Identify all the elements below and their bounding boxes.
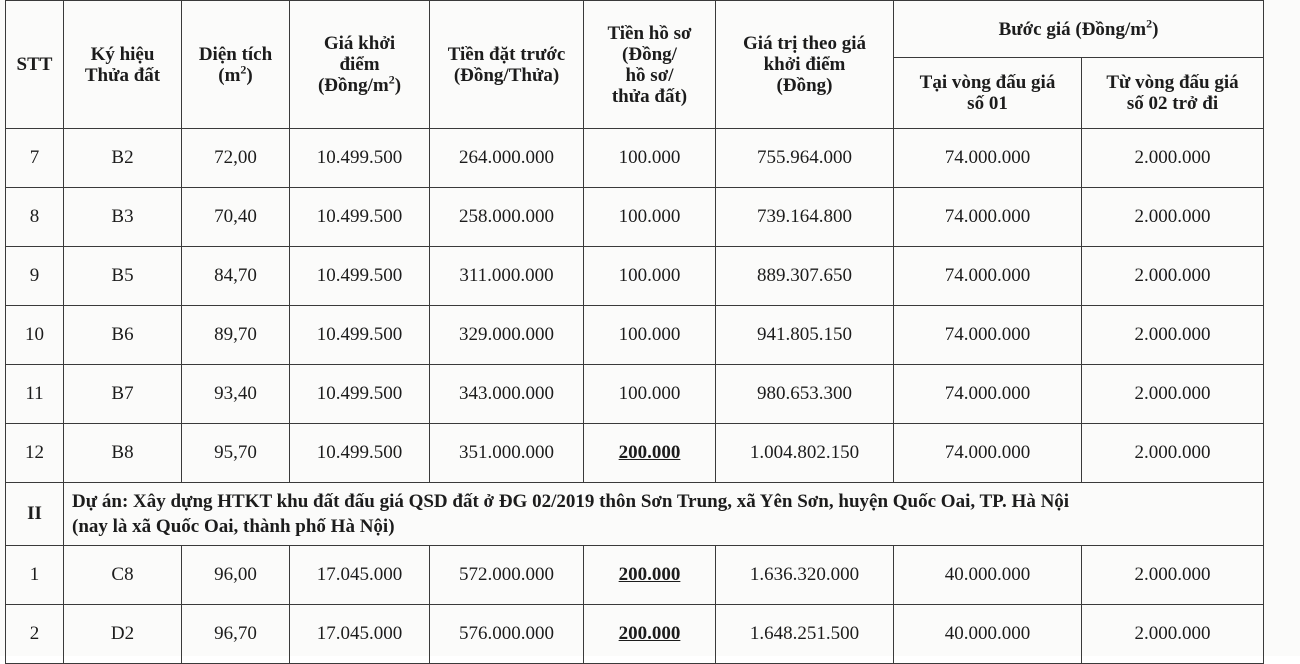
cell-stt: 9: [6, 247, 64, 306]
cell-gia-khoi-diem: 10.499.500: [290, 188, 430, 247]
cell-gia-khoi-diem: 10.499.500: [290, 306, 430, 365]
cell-tien-ho-so: [584, 546, 716, 605]
header-tien-ho-so: Tiền hồ sơ (Đồng/ hồ sơ/ thửa đất): [584, 1, 716, 129]
cell-vong-01: 74.000.000: [894, 129, 1082, 188]
section-row: [6, 483, 1264, 546]
cell-vong-01: 40.000.000: [894, 605, 1082, 664]
cell-vong-02: 2.000.000: [1082, 365, 1264, 424]
header-dien-tich: Diện tích $(m^2)$: [182, 1, 290, 129]
cell-ky-hieu: B2: [64, 129, 182, 188]
cell-dien-tich: 89,70: [182, 306, 290, 365]
cell-tien-ho-so: 100.000: [584, 247, 716, 306]
cell-tien-ho-so: 100.000: [584, 129, 716, 188]
cell-vong-02: 2.000.000: [1082, 424, 1264, 483]
section-title: Dự án: Xây dựng HTKT khu đất đấu giá QSD đất ở ĐG 02/2019 thôn Sơn Trung, xã Yên Sơn, huyện Quốc Oai, TP. Hà Nội (nay là xã Quốc Oai, thành phố Hà Nội): [64, 483, 1264, 546]
cell-dien-tich: 84,70: [182, 247, 290, 306]
cell-gia-tri: 1.004.802.150: [716, 424, 894, 483]
section-stt: II: [6, 483, 64, 546]
cell-ky-hieu: B3: [64, 188, 182, 247]
table-row: [6, 247, 1264, 306]
header-gia-khoi-diem: Giá khởi điểm $(Đồng/m^2)$: [290, 1, 430, 129]
cell-tien-ho-so: 100.000: [584, 365, 716, 424]
cell-vong-02: 2.000.000: [1082, 605, 1264, 664]
cell-vong-02: 2.000.000: [1082, 129, 1264, 188]
header-stt: STT: [6, 1, 64, 129]
cell-stt: 12: [6, 424, 64, 483]
table-row: [6, 365, 1264, 424]
cell-stt: 7: [6, 129, 64, 188]
cell-dien-tich: 95,70: [182, 424, 290, 483]
cell-dien-tich: 70,40: [182, 188, 290, 247]
cell-gia-tri: 1.636.320.000: [716, 546, 894, 605]
cell-vong-01: 40.000.000: [894, 546, 1082, 605]
header-ky-hieu: Ký hiệu Thửa đất: [64, 1, 182, 129]
highlighted-fee: 200.000: [618, 564, 681, 585]
cell-tien-dat-truoc: 351.000.000: [430, 424, 584, 483]
table-row: [6, 605, 1264, 664]
cell-stt: 10: [6, 306, 64, 365]
cell-tien-ho-so: 100.000: [584, 188, 716, 247]
header-row-1: [6, 1, 1264, 58]
cell-dien-tich: 96,70: [182, 605, 290, 664]
cell-dien-tich: 93,40: [182, 365, 290, 424]
auction-table: [5, 0, 1264, 664]
cell-tien-dat-truoc: 576.000.000: [430, 605, 584, 664]
cell-tien-dat-truoc: 343.000.000: [430, 365, 584, 424]
cell-vong-01: 74.000.000: [894, 424, 1082, 483]
cell-tien-ho-so: 100.000: [584, 306, 716, 365]
cell-ky-hieu: C8: [64, 546, 182, 605]
cell-dien-tich: 72,00: [182, 129, 290, 188]
cell-gia-khoi-diem: 10.499.500: [290, 365, 430, 424]
table-row: [6, 129, 1264, 188]
cell-gia-tri: 941.805.150: [716, 306, 894, 365]
cell-tien-dat-truoc: 264.000.000: [430, 129, 584, 188]
cell-vong-01: 74.000.000: [894, 365, 1082, 424]
cell-vong-01: 74.000.000: [894, 306, 1082, 365]
cell-tien-dat-truoc: 258.000.000: [430, 188, 584, 247]
cell-gia-tri: 755.964.000: [716, 129, 894, 188]
cell-vong-02: 2.000.000: [1082, 188, 1264, 247]
cell-stt: 11: [6, 365, 64, 424]
cell-gia-khoi-diem: 17.045.000: [290, 546, 430, 605]
cell-gia-tri: 980.653.300: [716, 365, 894, 424]
cell-ky-hieu: B6: [64, 306, 182, 365]
cell-ky-hieu: D2: [64, 605, 182, 664]
cell-ky-hieu: B8: [64, 424, 182, 483]
highlighted-fee: 200.000: [618, 623, 681, 644]
cell-vong-02: 2.000.000: [1082, 306, 1264, 365]
cell-vong-01: 74.000.000: [894, 247, 1082, 306]
cell-vong-01: 74.000.000: [894, 188, 1082, 247]
cell-gia-tri: 889.307.650: [716, 247, 894, 306]
cell-stt: 1: [6, 546, 64, 605]
cell-gia-khoi-diem: 10.499.500: [290, 424, 430, 483]
table-row: [6, 546, 1264, 605]
cell-gia-tri: 739.164.800: [716, 188, 894, 247]
cell-tien-ho-so: [584, 605, 716, 664]
cell-ky-hieu: B7: [64, 365, 182, 424]
cell-dien-tich: 96,00: [182, 546, 290, 605]
cell-tien-dat-truoc: 329.000.000: [430, 306, 584, 365]
header-vong-01: Tại vòng đấu giá số 01: [894, 58, 1082, 129]
cell-gia-khoi-diem: 17.045.000: [290, 605, 430, 664]
header-vong-02: Từ vòng đấu giá số 02 trở đi: [1082, 58, 1264, 129]
cell-tien-dat-truoc: 572.000.000: [430, 546, 584, 605]
cell-gia-tri: 1.648.251.500: [716, 605, 894, 664]
header-tien-dat-truoc: Tiền đặt trước (Đồng/Thửa): [430, 1, 584, 129]
header-gia-tri: Giá trị theo giá khởi điểm (Đồng): [716, 1, 894, 129]
table-row: [6, 424, 1264, 483]
table-row: [6, 188, 1264, 247]
cell-gia-khoi-diem: 10.499.500: [290, 247, 430, 306]
cell-ky-hieu: B5: [64, 247, 182, 306]
cell-tien-ho-so: [584, 424, 716, 483]
header-buoc-gia: Bước giá $(Đồng/m^2)$: [894, 1, 1264, 58]
table-row: [6, 306, 1264, 365]
highlighted-fee: 200.000: [618, 442, 681, 463]
cell-vong-02: 2.000.000: [1082, 247, 1264, 306]
cell-gia-khoi-diem: 10.499.500: [290, 129, 430, 188]
cell-stt: 2: [6, 605, 64, 664]
cell-stt: 8: [6, 188, 64, 247]
cell-tien-dat-truoc: 311.000.000: [430, 247, 584, 306]
cell-vong-02: 2.000.000: [1082, 546, 1264, 605]
